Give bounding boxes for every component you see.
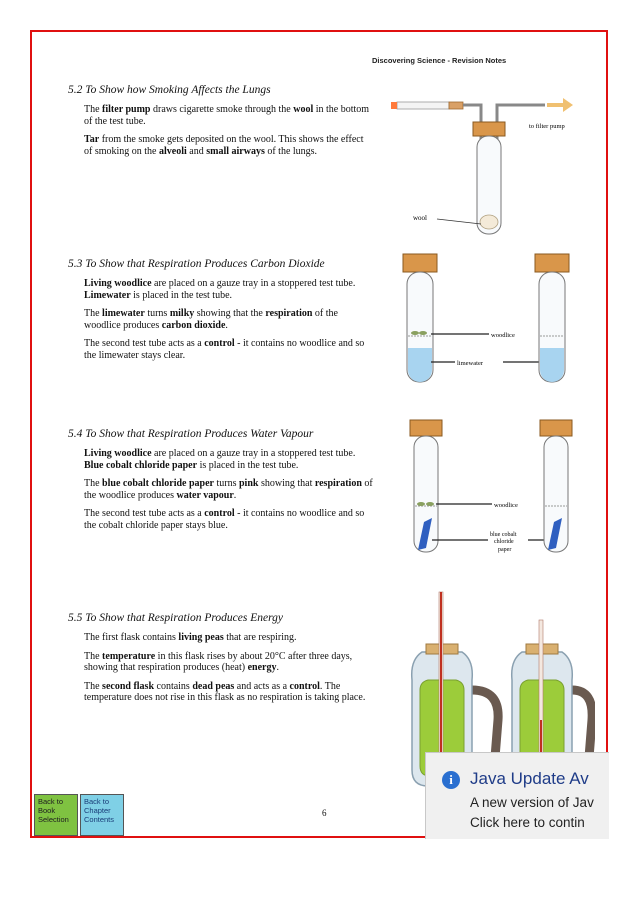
page-frame [30,30,608,838]
section-title: 5.5 To Show that Respiration Produces Energy [68,612,283,624]
wool-label: wool [413,214,427,222]
java-update-notification[interactable] [425,752,609,839]
test-tube-with-woodlice [410,420,442,552]
section-5-4 [68,428,374,539]
paper-label-line-1: blue cobalt [490,532,517,538]
section-title: 5.4 To Show that Respiration Produces Water Vapour [68,428,314,440]
page-number: 6 [322,808,327,818]
notification-line-1: A new version of Jav [470,795,594,810]
paragraph: The second test tube acts as a control - it contains no woodlice and so the cobalt chloride paper stays blue. [84,508,365,531]
paper-label-line-2: chloride [494,539,514,545]
paragraph: The second flask contains dead peas and acts as a control. The temperature does not rise in this flask as no respiration is taking place. [84,680,366,704]
section-5-5 [68,612,374,711]
info-icon: i [442,771,460,789]
filter-pump-label: to filter pump [529,123,565,130]
running-header: Discovering Science - Revision Notes [372,56,507,65]
paragraph: The filter pump draws cigarette smoke through the wool in the bottom of the test tube. [84,104,370,127]
woodlouse-icon [419,331,427,335]
paragraph: Living woodlice are placed on a gauze tray in a stoppered test tube. Limewater is placed in the test tube. [84,278,356,301]
paragraph: The first flask contains living peas that are respiring. [84,632,297,643]
woodlouse-icon [426,502,434,506]
limewater-label: limewater [457,360,483,367]
carbon-dioxide-figure [387,252,597,387]
water-vapour-figure [398,418,598,560]
cigarette-icon [391,102,463,109]
control-test-tube [535,254,569,382]
paragraph: The blue cobalt chloride paper turns pink showing that respiration of the woodlice produces water vapour. [84,478,373,501]
back-to-chapter-contents-button[interactable]: Back to Chapter Contents [80,794,124,836]
arrow-icon [547,98,573,112]
woodlouse-icon [411,331,419,335]
paper-label-line-3: paper [498,547,512,553]
section-5-2 [68,84,374,164]
section-title: 5.3 To Show that Respiration Produces Carbon Dioxide [68,258,325,270]
back-to-book-selection-button[interactable]: Back to Book Selection [34,794,78,836]
notification-title: Java Update Av [470,769,589,788]
notification-line-2[interactable]: Click here to contin [470,815,585,830]
wool-icon [480,215,498,229]
paragraph: The second test tube acts as a control - it contains no woodlice and so the limewater stays clear. [84,338,365,361]
bung-icon [473,122,505,136]
smoking-apparatus-figure [377,94,592,244]
paragraph: The temperature in this flask rises by about 20°C after three days, showing that respiration produces (heat) energy. [84,650,353,674]
paragraph: The limewater turns milky showing that the respiration of the woodlice produces carbon dioxide. [84,308,338,331]
woodlice-label: woodlice [491,332,515,339]
test-tube-with-woodlice [403,254,437,382]
section-5-3 [68,258,374,369]
paragraph: Tar from the smoke gets deposited on the wool. This shows the effect of smoking on the alveoli and small airways of the lungs. [84,134,364,157]
control-test-tube [540,420,572,552]
section-title: 5.2 To Show how Smoking Affects the Lungs [68,84,271,96]
woodlouse-icon [417,502,425,506]
woodlice-label: woodlice [494,502,518,509]
paragraph: Living woodlice are placed on a gauze tray in a stoppered test tube. Blue cobalt chloride paper is placed in the test tube. [84,448,356,471]
